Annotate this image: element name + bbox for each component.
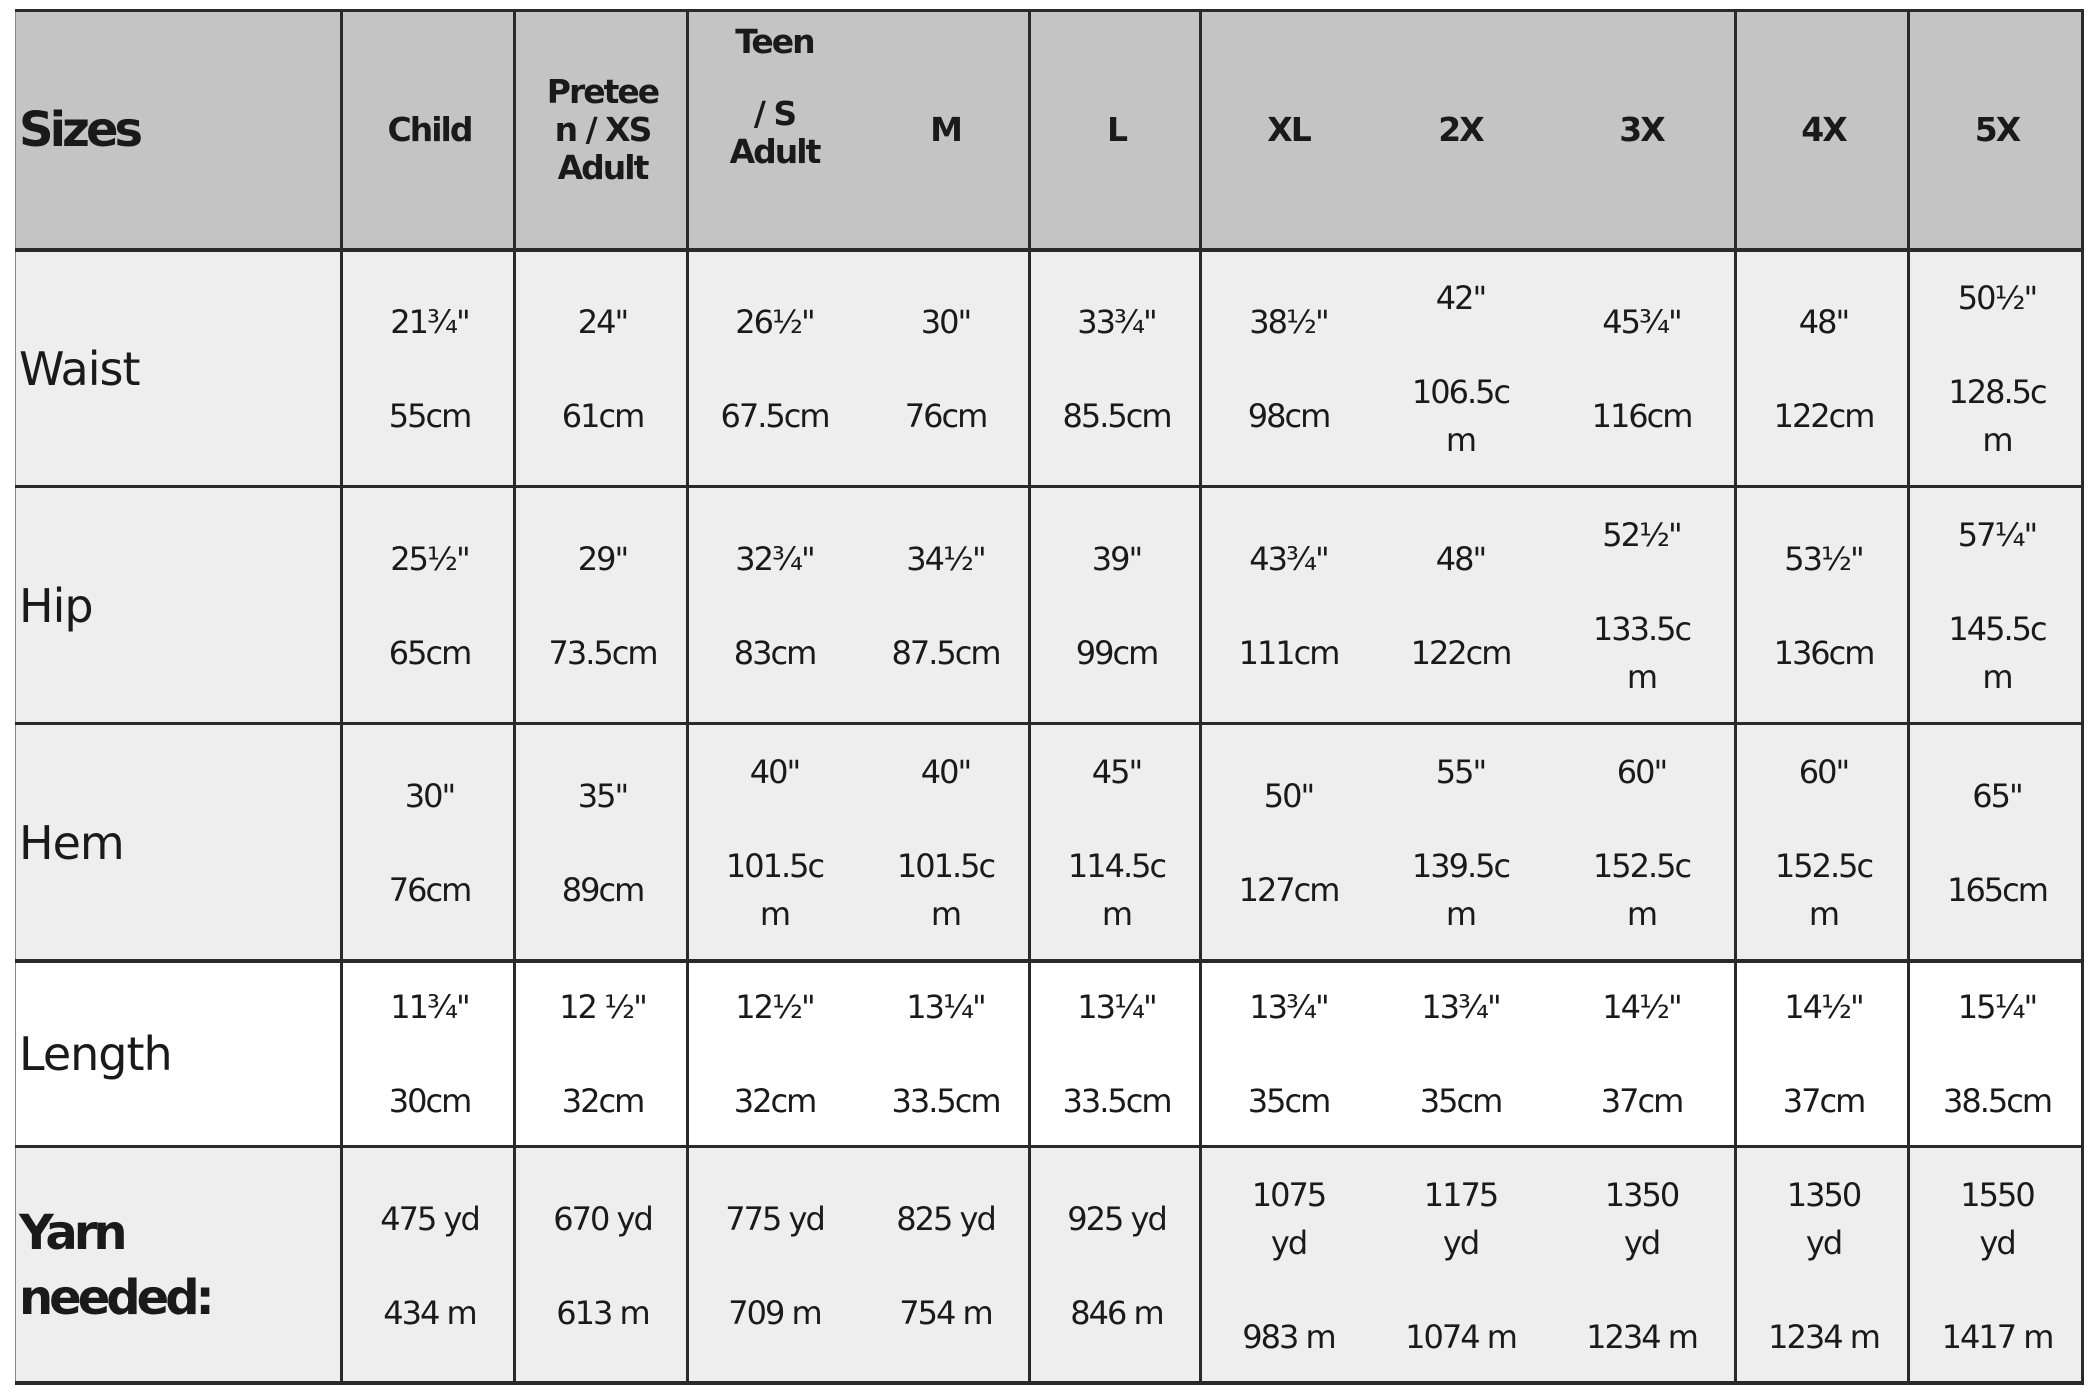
measurement-cell — [1910, 251, 2084, 487]
size-chart-table — [15, 9, 2084, 1385]
measurement-value: 26½" — [735, 303, 814, 341]
header-text-line: L — [1106, 110, 1127, 150]
measurement-value: 73.5cm — [548, 633, 657, 672]
size-column-header — [1375, 9, 1546, 251]
measurement-cell — [1375, 724, 1546, 961]
measurement-cell — [343, 251, 516, 487]
measurement-value: m — [1982, 421, 2012, 459]
header-text-line: / S — [753, 93, 796, 133]
row-label-length: Length — [19, 1027, 172, 1081]
measurement-value: 40" — [920, 752, 971, 791]
measurement-cell — [1202, 961, 1375, 1147]
measurement-value: 139.5c — [1411, 846, 1510, 885]
header-text-line: 5X — [1974, 110, 2020, 150]
measurement-value: 50" — [1263, 776, 1314, 815]
measurement-value: 32cm — [733, 1082, 816, 1120]
size-column-header — [860, 9, 1031, 251]
measurement-cell — [689, 1147, 860, 1385]
measurement-value: 122cm — [1773, 397, 1874, 435]
size-column-header — [1910, 9, 2084, 251]
measurement-value: 39" — [1091, 539, 1142, 578]
measurement-value: m — [1445, 894, 1476, 933]
measurement-cell — [860, 251, 1031, 487]
measurement-cell — [860, 961, 1031, 1147]
measurement-cell — [1375, 251, 1546, 487]
measurement-value: 38½" — [1249, 303, 1328, 341]
measurement-value: 775 yd — [725, 1200, 824, 1238]
measurement-value: 85.5cm — [1062, 397, 1171, 435]
measurement-value: 127cm — [1238, 870, 1339, 909]
measurement-cell — [1910, 1147, 2084, 1385]
measurement-cell — [1910, 961, 2084, 1147]
measurement-value: 13¼" — [1077, 988, 1156, 1026]
measurement-value: yd — [1979, 1224, 2015, 1262]
measurement-cell — [689, 724, 860, 961]
size-column-header — [1031, 9, 1202, 251]
measurement-cell — [1031, 251, 1202, 487]
measurement-cell — [860, 1147, 1031, 1385]
measurement-value: m — [1445, 421, 1476, 459]
measurement-value: m — [1808, 894, 1839, 933]
measurement-cell — [1910, 724, 2084, 961]
measurement-value: 825 yd — [896, 1200, 995, 1238]
measurement-value: 1417 m — [1941, 1318, 2053, 1356]
measurement-value: 60" — [1616, 752, 1667, 791]
measurement-cell — [1910, 487, 2084, 724]
measurement-value: 87.5cm — [891, 633, 1000, 672]
measurement-value: 48" — [1798, 303, 1849, 341]
measurement-value: 152.5c — [1592, 846, 1691, 885]
header-text-line: 3X — [1619, 110, 1664, 150]
size-column-header — [1546, 9, 1737, 251]
measurement-cell — [1737, 961, 1910, 1147]
measurement-value: 89cm — [561, 870, 644, 909]
measurement-value: 122cm — [1410, 633, 1511, 672]
measurement-value: 83cm — [733, 633, 816, 672]
measurement-cell — [1546, 251, 1737, 487]
header-sizes-label: Sizes — [19, 102, 140, 158]
measurement-value: m — [1982, 657, 2012, 696]
measurement-value: m — [1101, 894, 1132, 933]
measurement-cell — [1031, 724, 1202, 961]
measurement-cell — [343, 487, 516, 724]
measurement-value: 475 yd — [380, 1200, 479, 1238]
measurement-value: 128.5c — [1948, 373, 2046, 411]
measurement-value: yd — [1805, 1224, 1842, 1262]
measurement-value: 76cm — [904, 397, 987, 435]
measurement-value: 67.5cm — [720, 397, 829, 435]
measurement-value: 33.5cm — [891, 1082, 1000, 1120]
measurement-value: 29" — [577, 539, 628, 578]
measurement-value: 33¾" — [1077, 303, 1156, 341]
measurement-value: 32cm — [561, 1082, 644, 1120]
measurement-cell — [689, 251, 860, 487]
measurement-value: yd — [1442, 1224, 1479, 1262]
measurement-value: 35" — [577, 776, 628, 815]
measurement-value: 24" — [577, 303, 628, 341]
measurement-value: m — [930, 894, 961, 933]
measurement-value: 613 m — [556, 1294, 649, 1332]
measurement-value: 13¾" — [1421, 988, 1500, 1026]
measurement-value: 101.5c — [725, 846, 824, 885]
measurement-value: 1074 m — [1405, 1318, 1516, 1356]
measurement-value: 165cm — [1947, 870, 2047, 909]
measurement-cell — [516, 487, 689, 724]
measurement-value: 45¾" — [1602, 303, 1681, 341]
measurement-value: 670 yd — [553, 1200, 652, 1238]
measurement-cell — [1375, 1147, 1546, 1385]
measurement-value: 12½" — [735, 988, 814, 1026]
measurement-value: 14½" — [1784, 988, 1863, 1026]
measurement-cell — [1031, 1147, 1202, 1385]
measurement-value: 65cm — [388, 633, 471, 672]
measurement-value: 33.5cm — [1062, 1082, 1171, 1120]
measurement-value: 99cm — [1075, 633, 1158, 672]
measurement-cell — [516, 724, 689, 961]
measurement-value: 98cm — [1247, 397, 1330, 435]
measurement-cell — [1202, 1147, 1375, 1385]
row-label-hem: Hem — [19, 815, 124, 870]
measurement-value: 983 m — [1242, 1318, 1335, 1356]
measurement-value: 111cm — [1238, 633, 1339, 672]
measurement-value: 1350 — [1786, 1176, 1861, 1214]
measurement-value: yd — [1623, 1224, 1660, 1262]
measurement-value: 30" — [404, 776, 455, 815]
measurement-value: 30cm — [388, 1082, 471, 1120]
measurement-value: 1175 — [1423, 1176, 1498, 1214]
measurement-value: 57¼" — [1957, 515, 2037, 554]
measurement-cell — [1737, 724, 1910, 961]
measurement-value: 35cm — [1419, 1082, 1502, 1120]
measurement-value: 50½" — [1957, 279, 2037, 317]
measurement-cell — [1375, 961, 1546, 1147]
measurement-cell — [1375, 487, 1546, 724]
measurement-value: 48" — [1435, 539, 1486, 578]
measurement-value: 35cm — [1247, 1082, 1330, 1120]
measurement-value: 1234 m — [1768, 1318, 1879, 1356]
measurement-value: 13¼" — [906, 988, 985, 1026]
measurement-cell — [1546, 487, 1737, 724]
header-text-line: Adult — [557, 147, 648, 187]
measurement-cell — [343, 1147, 516, 1385]
measurement-value: 37cm — [1782, 1082, 1865, 1120]
size-column-header — [1202, 9, 1375, 251]
measurement-value: 101.5c — [896, 846, 995, 885]
measurement-value: 1075 — [1251, 1176, 1326, 1214]
measurement-value: 925 yd — [1067, 1200, 1166, 1238]
measurement-value: 38.5cm — [1942, 1082, 2051, 1120]
measurement-value: 133.5c — [1592, 609, 1691, 648]
measurement-cell — [516, 251, 689, 487]
header-text-line: n / XS — [554, 110, 651, 150]
measurement-value: 1234 m — [1586, 1318, 1697, 1356]
measurement-value: 106.5c — [1411, 373, 1510, 411]
measurement-value: 21¾" — [390, 303, 469, 341]
measurement-cell — [516, 1147, 689, 1385]
measurement-value: 25½" — [390, 539, 469, 578]
measurement-value: 76cm — [388, 870, 471, 909]
measurement-value: 53½" — [1784, 539, 1863, 578]
row-label-waist: Waist — [19, 342, 140, 396]
measurement-value: 37cm — [1600, 1082, 1683, 1120]
size-column-header — [516, 9, 689, 251]
measurement-value: 152.5c — [1774, 846, 1873, 885]
header-text-line: Pretee — [546, 72, 659, 112]
measurement-cell — [1202, 487, 1375, 724]
measurement-value: 1350 — [1604, 1176, 1679, 1214]
measurement-value: 1550 — [1960, 1176, 2034, 1214]
measurement-value: m — [759, 894, 790, 933]
measurement-value: 434 m — [383, 1294, 476, 1332]
header-text-line: XL — [1267, 110, 1310, 150]
measurement-value: yd — [1270, 1224, 1307, 1262]
measurement-value: m — [1626, 657, 1657, 696]
measurement-value: 42" — [1435, 279, 1486, 317]
measurement-cell — [1202, 724, 1375, 961]
measurement-value: 114.5c — [1067, 846, 1166, 885]
measurement-value: 11¾" — [390, 988, 469, 1026]
measurement-value: 15¼" — [1957, 988, 2037, 1026]
header-text-line: 2X — [1438, 110, 1483, 150]
measurement-value: 43¾" — [1249, 539, 1328, 578]
measurement-value: 754 m — [899, 1294, 992, 1332]
measurement-cell — [1031, 487, 1202, 724]
measurement-cell — [860, 724, 1031, 961]
measurement-value: 13¾" — [1249, 988, 1328, 1026]
measurement-cell — [516, 961, 689, 1147]
header-text-line: 4X — [1801, 110, 1846, 150]
header-text-line: Adult — [729, 131, 820, 171]
measurement-value: 136cm — [1773, 633, 1874, 672]
measurement-value: 52½" — [1602, 515, 1681, 554]
measurement-cell — [1737, 1147, 1910, 1385]
measurement-value: 709 m — [728, 1294, 821, 1332]
measurement-cell — [689, 961, 860, 1147]
measurement-cell — [1737, 251, 1910, 487]
measurement-cell — [343, 724, 516, 961]
measurement-value: 12 ½" — [559, 988, 646, 1026]
measurement-cell — [689, 487, 860, 724]
measurement-cell — [1546, 1147, 1737, 1385]
measurement-cell — [1031, 961, 1202, 1147]
size-column-header — [689, 9, 860, 251]
measurement-value: 40" — [749, 752, 800, 791]
row-label-yarn-needed: Yarn needed: — [19, 1205, 211, 1326]
header-text-line: Child — [387, 110, 472, 150]
header-text-line: M — [930, 110, 961, 150]
header-text-line: Teen — [735, 22, 814, 61]
measurement-cell — [860, 487, 1031, 724]
measurement-value: 45" — [1091, 752, 1142, 791]
measurement-cell — [1202, 251, 1375, 487]
measurement-value: 30" — [920, 303, 971, 341]
measurement-value: 846 m — [1070, 1294, 1163, 1332]
row-label-hip: Hip — [19, 578, 93, 633]
measurement-cell — [1737, 487, 1910, 724]
size-column-header — [343, 9, 516, 251]
measurement-value: 34½" — [906, 539, 985, 578]
measurement-value: 61cm — [561, 397, 644, 435]
measurement-cell — [343, 961, 516, 1147]
measurement-value: 145.5c — [1948, 609, 2046, 648]
measurement-value: 60" — [1798, 752, 1849, 791]
measurement-cell — [1546, 961, 1737, 1147]
measurement-value: 116cm — [1591, 397, 1692, 435]
measurement-value: 55" — [1435, 752, 1486, 791]
measurement-value: 55cm — [388, 397, 471, 435]
measurement-value: 65" — [1972, 776, 2022, 815]
measurement-value: 32¾" — [735, 539, 814, 578]
measurement-cell — [1546, 724, 1737, 961]
size-column-header — [1737, 9, 1910, 251]
measurement-value: m — [1626, 894, 1657, 933]
measurement-value: 14½" — [1602, 988, 1681, 1026]
